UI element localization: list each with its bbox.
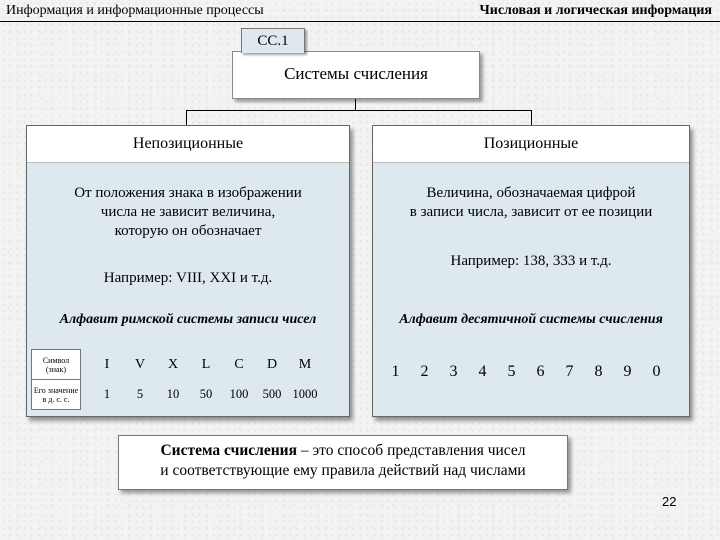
- desc-line: Величина, обозначаемая цифрой: [426, 185, 636, 201]
- decimal-digit: 3: [449, 363, 458, 380]
- roman-value: 5: [136, 387, 144, 401]
- desc-line: в записи числа, зависит от ее позиции: [409, 204, 653, 220]
- roman-symbol: I: [104, 356, 110, 372]
- desc-line: которую он обозначает: [114, 223, 262, 239]
- header-section-title: Информация и информационные процессы: [6, 3, 264, 18]
- page-number: 22: [662, 494, 677, 509]
- roman-value: 50: [199, 387, 213, 401]
- nonpositional-heading: Непозиционные: [27, 126, 349, 163]
- header-topic-title: Числовая и логическая информация: [479, 3, 712, 18]
- row-label-symbol: Символ (знак): [32, 350, 81, 380]
- positional-panel: [372, 125, 690, 417]
- roman-value: 10: [166, 387, 180, 401]
- decimal-digit: 6: [536, 363, 545, 380]
- roman-symbol: V: [134, 356, 146, 372]
- desc-line: числа не зависит величина,: [100, 204, 276, 220]
- decimal-digit: 2: [420, 363, 429, 380]
- definition-line-1: [119, 441, 567, 461]
- decimal-digit: 8: [594, 363, 603, 380]
- positional-description: [373, 184, 689, 222]
- definition-term: Система счисления: [160, 442, 298, 459]
- slide-title: Системы счисления: [232, 51, 480, 99]
- positional-example: Например: 138, 333 и т.д.: [450, 253, 612, 269]
- definition-line-2: и соответствующие ему правила действий над числами: [160, 462, 526, 479]
- roman-symbol: X: [167, 356, 179, 372]
- roman-symbol: M: [298, 356, 312, 372]
- positional-heading: Позиционные: [373, 126, 689, 163]
- nonpositional-panel: [26, 125, 350, 417]
- definition-box: [118, 435, 568, 490]
- nonpositional-example: Например: VIII, XXI и т.д.: [103, 270, 273, 286]
- roman-value: 500: [262, 387, 282, 401]
- header-divider: [0, 21, 720, 22]
- roman-value: 1000: [292, 387, 318, 401]
- decimal-digit: 5: [507, 363, 516, 380]
- roman-value: 1: [103, 387, 111, 401]
- roman-value: 100: [229, 387, 249, 401]
- roman-alphabet-title: Алфавит римской системы записи чисел: [59, 312, 317, 327]
- slide-code-tab: СС.1: [241, 28, 305, 53]
- roman-alphabet-table: [31, 349, 322, 410]
- table-row: [32, 380, 322, 410]
- connector-left: [186, 110, 187, 125]
- table-row: [32, 350, 322, 380]
- connector-horizontal: [186, 110, 531, 111]
- desc-line: От положения знака в изображении: [74, 185, 302, 201]
- definition-rest: – это способ представления чисел: [297, 442, 526, 459]
- decimal-alphabet-title: Алфавит десятичной системы счисления: [399, 312, 663, 327]
- decimal-digits: [381, 363, 671, 381]
- connector-right: [531, 110, 532, 125]
- decimal-digit: 7: [565, 363, 574, 380]
- nonpositional-description: [27, 184, 349, 241]
- roman-symbol: D: [266, 356, 278, 372]
- decimal-digit: 4: [478, 363, 487, 380]
- connector-center: [355, 98, 356, 110]
- decimal-digit: 0: [652, 363, 661, 380]
- roman-symbol: C: [234, 356, 244, 372]
- row-label-value: Его значение в д. с. с.: [32, 380, 81, 410]
- decimal-digit: 9: [623, 363, 632, 380]
- decimal-digit: 1: [391, 363, 400, 380]
- roman-symbol: L: [201, 356, 211, 372]
